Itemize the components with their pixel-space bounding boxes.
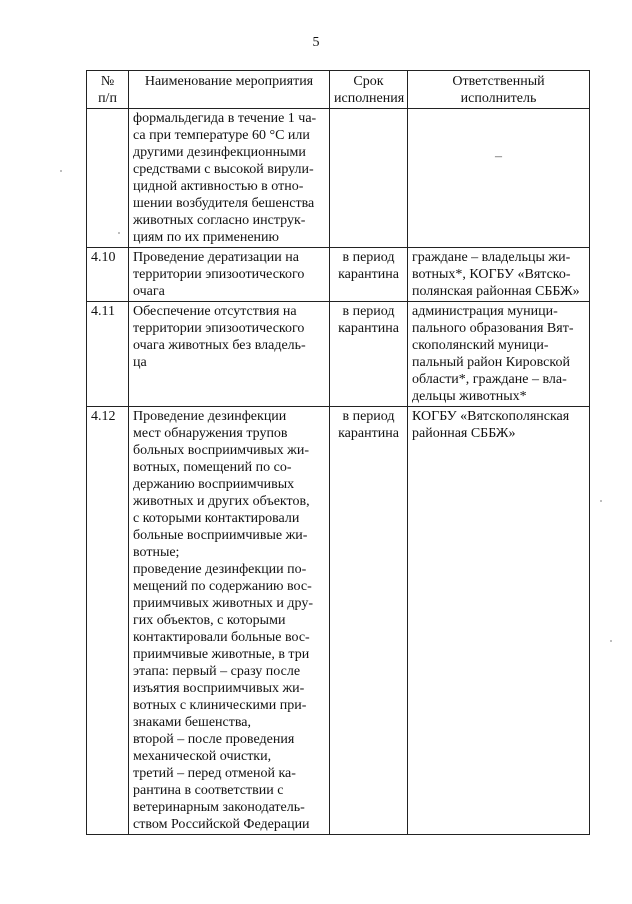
measure-line: механической очистки, <box>133 749 272 764</box>
measure-line: гих объектов, с которыми <box>133 613 286 628</box>
measure-line: мест обнаружения трупов <box>133 426 288 441</box>
measure-line: цидной активностью в отно- <box>133 179 304 194</box>
measure-line: третий – перед отменой ка- <box>133 766 296 781</box>
responsible-line: администрация муници- <box>412 304 558 319</box>
header-num-line: № <box>100 74 115 89</box>
header-responsible <box>408 71 590 109</box>
scan-speck <box>600 500 602 502</box>
execution-term <box>330 302 408 407</box>
measures-table <box>86 70 590 835</box>
row-number <box>87 109 129 248</box>
measure-line: территории эпизоотического <box>133 267 305 282</box>
measure-name <box>129 109 330 248</box>
measure-line: очага <box>133 284 165 299</box>
execution-term <box>330 248 408 302</box>
responsible-line: области*, граждане – вла- <box>412 372 567 387</box>
responsible-line: скополянский муници- <box>412 338 549 353</box>
measure-name <box>129 302 330 407</box>
measure-line: держанию восприимчивых <box>133 477 295 492</box>
table-row <box>87 109 590 248</box>
measure-name <box>129 407 330 835</box>
header-name-line: Наименование мероприятия <box>144 74 314 89</box>
measure-line: средствами с высокой вирули- <box>133 162 314 177</box>
measure-line: больных восприимчивых жи- <box>133 443 309 458</box>
measure-line: больные восприимчивые жи- <box>133 528 308 543</box>
responsible-line: пальный район Кировской <box>412 355 570 370</box>
measure-line: ством Российской Федерации <box>133 817 310 832</box>
execution-term <box>330 109 408 248</box>
responsible-line: вотных*, КОГБУ «Вятско- <box>412 267 571 282</box>
responsible-line: дельцы животных* <box>412 389 527 404</box>
term-line: в период <box>342 304 395 319</box>
measure-line: формальдегида в течение 1 ча- <box>133 111 317 126</box>
measure-line: второй – после проведения <box>133 732 295 747</box>
responsible <box>408 407 590 835</box>
table-header-row <box>87 71 590 109</box>
table-row <box>87 302 590 407</box>
measure-line: рантина в соответствии с <box>133 783 284 798</box>
responsible-line: районная СББЖ» <box>412 426 516 441</box>
measure-line: мещений по содержанию вос- <box>133 579 312 594</box>
responsible <box>408 248 590 302</box>
header-num-line: п/п <box>98 91 117 106</box>
responsible-line: пального образования Вят- <box>412 321 574 336</box>
term-line: в период <box>342 250 395 265</box>
measure-line: животных и других объектов, <box>133 494 310 509</box>
measure-line: очага животных без владель- <box>133 338 306 353</box>
table-row <box>87 407 590 835</box>
measure-line: Проведение дезинфекции <box>133 409 287 424</box>
measure-line: знаками бешенства, <box>133 715 252 730</box>
header-num <box>87 71 129 109</box>
measure-line: животных согласно инструк- <box>133 213 306 228</box>
measure-line: территории эпизоотического <box>133 321 305 336</box>
responsible-line: КОГБУ «Вятскополянская <box>412 409 570 424</box>
header-term-line: Срок <box>353 74 384 89</box>
table-row <box>87 248 590 302</box>
responsible <box>408 109 590 248</box>
measure-line: проведение дезинфекции по- <box>133 562 307 577</box>
measure-line: приимчивых животных и дру- <box>133 596 313 611</box>
responsible-dash: – <box>495 149 502 164</box>
responsible-line: граждане – владельцы жи- <box>412 250 571 265</box>
measure-line: вотные; <box>133 545 180 560</box>
row-number: 4.11 <box>87 302 129 407</box>
header-responsible-line: исполнитель <box>460 91 537 106</box>
scan-speck <box>118 232 120 234</box>
measure-line: приимчивые животные, в три <box>133 647 310 662</box>
row-number: 4.10 <box>87 248 129 302</box>
measure-line: изъятия восприимчивых жи- <box>133 681 305 696</box>
header-term-line: исполнения <box>334 91 405 106</box>
row-number: 4.12 <box>87 407 129 835</box>
measure-line: вотных, помещений по со- <box>133 460 292 475</box>
header-name <box>129 71 330 109</box>
measure-line: с которыми контактировали <box>133 511 300 526</box>
responsible-line: полянская районная СББЖ» <box>412 284 580 299</box>
measure-line: другими дезинфекционными <box>133 145 306 160</box>
measure-name <box>129 248 330 302</box>
page-number: 5 <box>312 35 320 50</box>
term-line: карантина <box>338 321 399 336</box>
header-responsible-line: Ответственный <box>452 74 545 89</box>
scan-speck <box>610 640 612 642</box>
term-line: карантина <box>338 426 399 441</box>
measure-line: Проведение дератизации на <box>133 250 299 265</box>
measure-line: вотных с клиническими при- <box>133 698 307 713</box>
scan-speck <box>60 170 62 172</box>
measure-line: ветеринарным законодатель- <box>133 800 305 815</box>
term-line: в период <box>342 409 395 424</box>
measure-line: контактировали больные вос- <box>133 630 310 645</box>
term-line: карантина <box>338 267 399 282</box>
header-term <box>330 71 408 109</box>
execution-term <box>330 407 408 835</box>
measure-line: этапа: первый – сразу после <box>133 664 301 679</box>
measure-line: Обеспечение отсутствия на <box>133 304 297 319</box>
responsible <box>408 302 590 407</box>
measure-line: ца <box>133 355 147 370</box>
measure-line: са при температуре 60 °C или <box>133 128 310 143</box>
measure-line: циям по их применению <box>133 230 279 245</box>
measure-line: шении возбудителя бешенства <box>133 196 315 211</box>
